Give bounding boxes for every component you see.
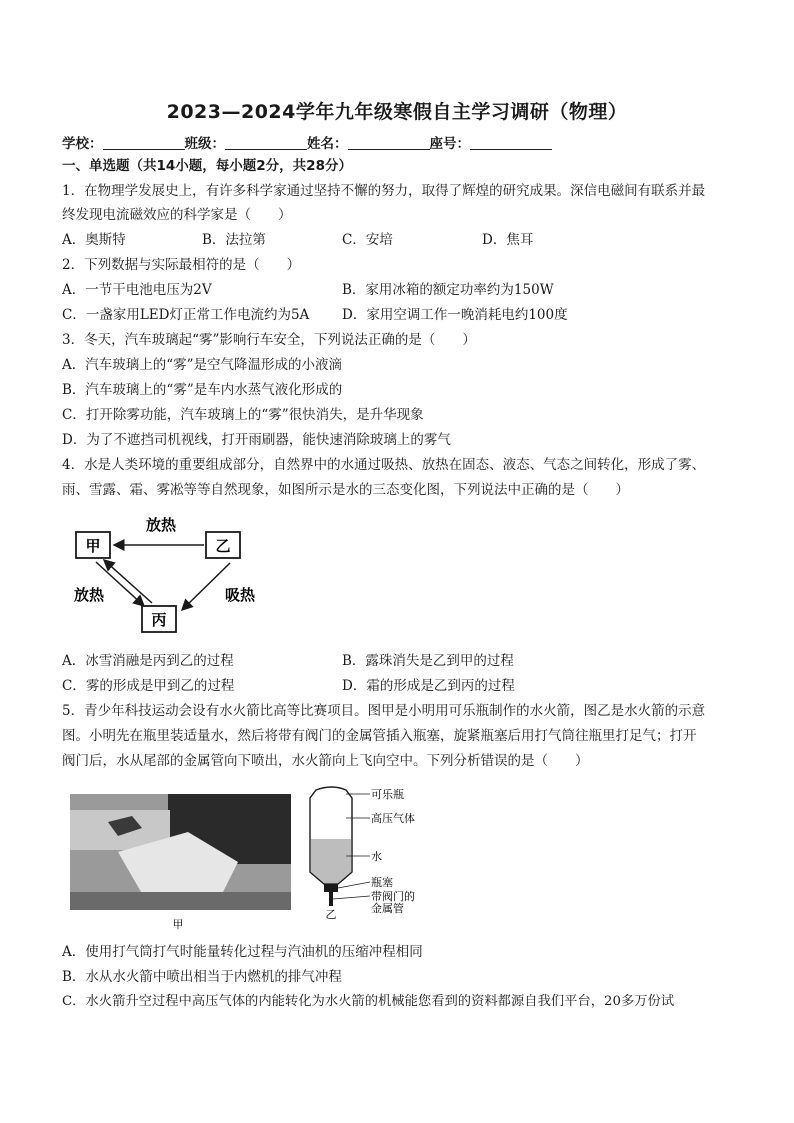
q1-option-a: A．奥斯特 [62,232,126,248]
state-yi-label: 乙 [215,537,231,555]
photo-label-jia: 甲 [172,918,184,931]
q1-option-b: B．法拉第 [202,232,266,248]
q2-option-d: D．家用空调工作一晚消耗电约100度 [342,307,568,323]
section-heading: 一、单选题（共14小题，每小题2分，共28分） [62,158,352,174]
metal-tube [329,892,333,906]
class-blank[interactable] [225,135,307,150]
states-of-water-diagram [60,510,290,642]
name-blank[interactable] [348,135,430,150]
school-blank[interactable] [103,135,185,150]
class-label: 班级： [184,136,225,152]
label-top-fangre: 放热 [145,516,177,534]
page-title: 2023—2024学年九年级寒假自主学习调研（物理） [166,101,628,123]
q2-option-c: C．一盏家用LED灯正常工作电流约为5A [62,307,310,323]
q4-stem-line2: 雨、雪露、霜、雾凇等等自然现象，如图所示是水的三态变化图，下列说法中正确的是（ ） [62,482,629,498]
q4-stem-line1: 4．水是人类环境的重要组成部分，自然界中的水通过吸热、放热在固态、液态、气态之间转化，形成了雾、 [62,457,706,473]
state-jia-label: 甲 [85,537,101,555]
water-rocket-photo [68,792,293,932]
q3-option-d: D．为了不遮挡司机视线，打开雨刷器，能快速消除玻璃上的雾气 [62,432,451,448]
q2-option-a: A．一节干电池电压为2V [62,282,212,298]
label-valve: 带阀门的 [371,890,415,903]
q4-option-b: B．露珠消失是乙到甲的过程 [342,653,514,669]
arrow-yi-to-bing [182,563,230,610]
label-water: 水 [371,850,382,863]
label-high-pressure-gas: 高压气体 [371,812,415,825]
q2-stem: 2．下列数据与实际最相符的是（ ） [62,257,301,273]
bottle-water [311,839,351,883]
seat-blank[interactable] [470,135,552,150]
q4-option-c: C．雾的形成是甲到乙的过程 [62,678,235,694]
label-left-fangre: 放热 [73,586,105,604]
q4-option-a: A．冰雪消融是丙到乙的过程 [62,653,234,669]
q2-option-b: B．家用冰箱的额定功率约为150W [342,282,554,298]
q5-stem-line2: 图。小明先在瓶里装适量水，然后将带有阀门的金属管插入瓶塞，旋紧瓶塞后用打气筒往瓶里打足气；打开 [62,728,697,744]
seat-label: 座号： [429,136,470,152]
q4-option-d: D．霜的形成是乙到丙的过程 [342,678,515,694]
q1-stem-line1: 1．在物理学发展史上，有许多科学家通过坚持不懈的努力，取得了辉煌的研究成果。深信电磁间有联系并最 [62,183,706,199]
q3-option-b: B．汽车玻璃上的“雾”是车内水蒸气液化形成的 [62,382,343,398]
photo-ground [70,892,291,910]
q3-stem: 3．冬天，汽车玻璃起“雾”影响行车安全，下列说法正确的是（ ） [62,332,476,348]
q1-option-d: D．焦耳 [482,232,534,248]
water-rocket-diagram [296,784,436,924]
bottle-stopper [324,884,338,892]
q5-option-c: C．水火箭升空过程中高压气体的内能转化为水火箭的机械能您看到的资料都源自我们平台，20多万份试 [62,994,675,1009]
student-info-line [62,132,552,152]
diagram-label-yi: 乙 [325,908,337,921]
label-stopper: 瓶塞 [371,876,393,889]
q5-stem-line1: 5．青少年科技运动会设有水火箭比高等比赛项目。图甲是小明用可乐瓶制作的水火箭，图乙是水火箭的示意 [62,703,706,719]
label-metal-tube: 金属管 [371,902,404,915]
q5-option-b: B．水从水火箭中喷出相当于内燃机的排气冲程 [62,969,342,985]
q1-stem-line2: 终发现电流磁效应的科学家是（ ） [62,207,292,223]
label-cola-bottle: 可乐瓶 [371,788,404,801]
q3-option-a: A．汽车玻璃上的“雾”是空气降温形成的小液滴 [62,357,343,373]
school-label: 学校： [62,136,103,152]
label-right-xire: 吸热 [224,586,256,604]
name-label: 姓名： [307,136,348,152]
arrow-bing-to-jia [104,560,152,603]
q5-stem-line3: 阀门后，水从尾部的金属管向下喷出，水火箭向上飞向空中。下列分析错误的是（ ） [62,753,589,769]
q3-option-c: C．打开除雾功能，汽车玻璃上的“雾”很快消失，是升华现象 [62,407,424,423]
q5-option-a: A．使用打气筒打气时能量转化过程与汽油机的压缩冲程相同 [62,944,423,960]
q1-option-c: C．安培 [342,232,393,248]
state-bing-label: 丙 [151,611,167,629]
